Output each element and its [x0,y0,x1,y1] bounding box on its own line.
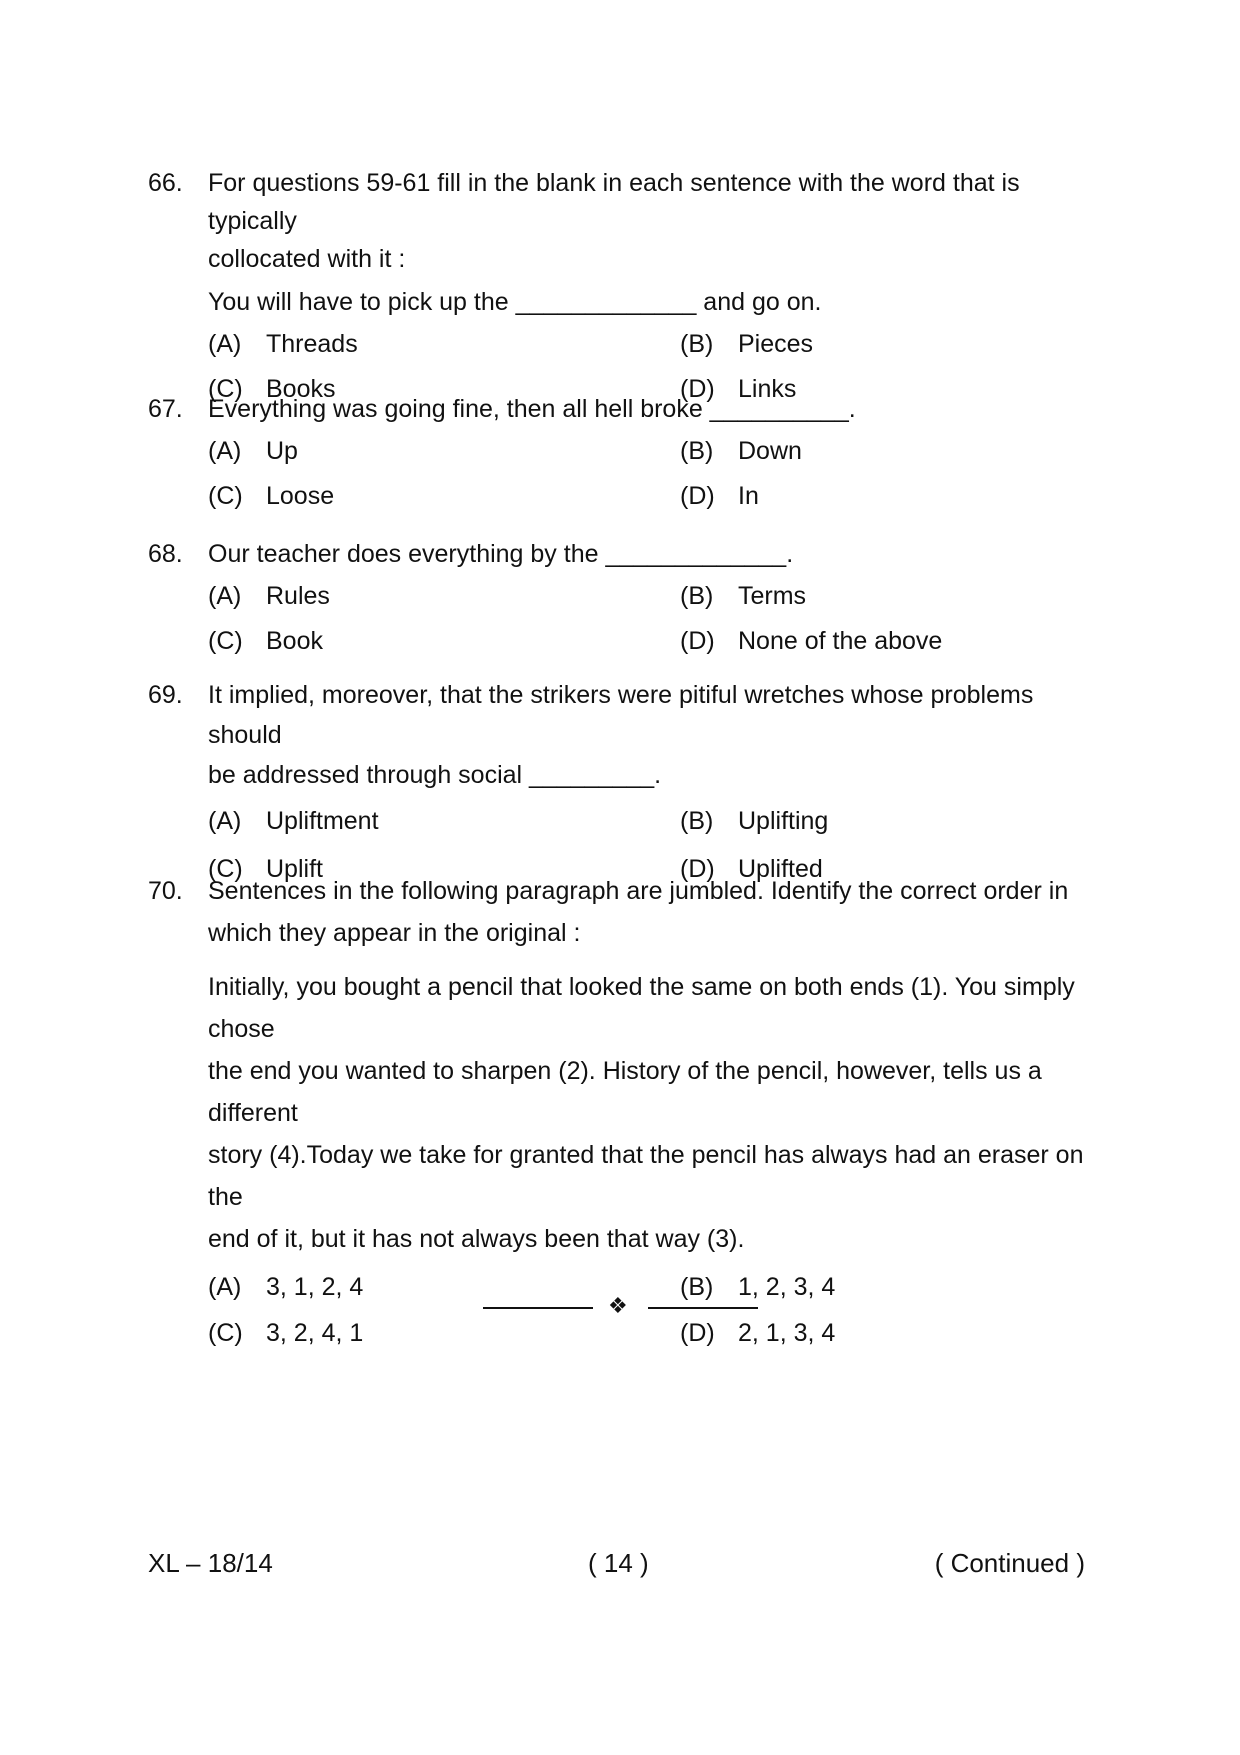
question-number: 66. [148,169,183,197]
paragraph-line: story (4).Today we take for granted that the pencil has always had an eraser on the [208,1141,1084,1211]
question-number: 67. [148,395,183,423]
option-c: (C) Loose [208,482,335,510]
question-66 [148,164,1108,415]
question-text [208,675,1108,795]
footer-page-number: ( 14 ) [588,1548,649,1578]
option-b: (B) 1, 2, 3, 4 [680,1273,836,1301]
question-sentence: You will have to pick up the _____________ and go on. [208,288,822,316]
options [148,432,1108,522]
paragraph-line: Initially, you bought a pencil that looked the same on both ends (1). You simply chose [208,973,1075,1043]
option-b: (B) Down [680,437,802,465]
option-d: (D) Links [680,375,797,403]
four-diamond-ornament-icon: ❖ [608,1294,628,1319]
option-d: (D) In [680,482,759,510]
question-67 [148,390,1108,522]
option-a: (A) 3, 1, 2, 4 [208,1273,364,1301]
question-line: Our teacher does everything by the _____________. [208,540,794,568]
question-number: 68. [148,540,183,568]
option-b: (B) Pieces [680,330,814,358]
option-c: (C) Uplift [208,855,323,883]
option-c: (C) Book [208,627,323,655]
option-a: (A) Threads [208,330,358,358]
question-text [208,390,1108,428]
question-line: It implied, moreover, that the strikers were pitiful wretches whose problems should [208,681,1034,749]
option-c: (C) 3, 2, 4, 1 [208,1319,364,1347]
question-text [208,164,1108,321]
option-a: (A) Up [208,437,298,465]
question-number: 69. [148,681,183,709]
option-a: (A) Upliftment [208,807,379,835]
question-68 [148,535,1108,670]
question-line: which they appear in the original : [208,919,581,947]
question-text [208,535,1108,573]
option-b: (B) Terms [680,582,807,610]
option-d: (D) 2, 1, 3, 4 [680,1319,836,1347]
option-d: (D) None of the above [680,627,943,655]
footer-code: XL – 18/14 [148,1548,273,1578]
question-line: Sentences in the following paragraph are jumbled. Identify the correct order in [208,877,1069,905]
paragraph-line: end of it, but it has not always been that way (3). [208,1225,745,1253]
option-c: (C) Books [208,375,336,403]
option-a: (A) Rules [208,582,330,610]
separator-line-right [648,1307,758,1309]
question-69 [148,675,1108,894]
question-line: For questions 59-61 fill in the blank in each sentence with the word that is typically [208,169,1020,235]
question-line: Everything was going fine, then all hell broke __________. [208,395,856,423]
jumbled-paragraph [208,966,1108,1260]
options [148,577,1108,670]
option-d: (D) Uplifted [680,855,823,883]
paragraph-line: the end you wanted to sharpen (2). History of the pencil, however, tells us a different [208,1057,1042,1127]
separator-line-left [483,1307,593,1309]
option-b: (B) Uplifting [680,807,829,835]
question-number: 70. [148,877,183,905]
question-text [208,870,1108,954]
footer-continued: ( Continued ) [934,1548,1085,1578]
question-70 [148,870,1108,1357]
question-line: be addressed through social _________. [208,761,662,789]
section-separator [483,1294,758,1319]
question-line: collocated with it : [208,245,406,273]
